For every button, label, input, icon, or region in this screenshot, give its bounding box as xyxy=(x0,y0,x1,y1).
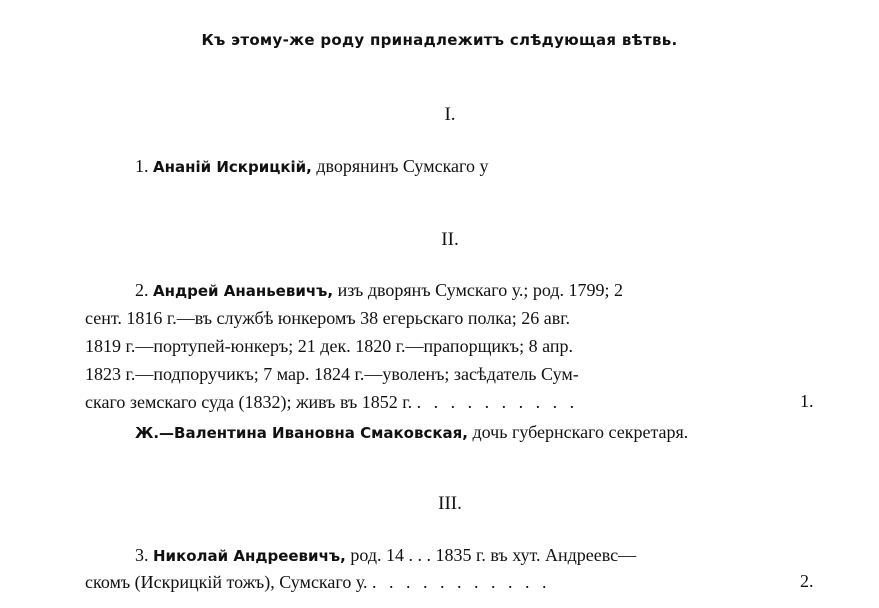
entry-number: 1. xyxy=(135,156,149,176)
entry-text: дворянинъ Сумскаго у xyxy=(316,156,489,176)
section-numeral-2: II. xyxy=(441,229,459,250)
entry-text: изъ дворянъ Сумскаго у.; род. 1799; 2 xyxy=(337,280,624,300)
person-name: Ананій Искрицкій, xyxy=(153,158,312,176)
leader-dots: . . . . . . . . . . xyxy=(416,392,579,412)
entry-2-line-2: сент. 1816 г.—въ службѣ юнкеромъ 38 егерьскаго полка; 26 авг. xyxy=(85,308,571,328)
entry-2-wife xyxy=(135,421,688,444)
entry-text: дочь губернскаго секретаря. xyxy=(472,422,689,442)
entry-2-line-4: 1823 г.—подпоручикъ; 7 мар. 1824 г.—уволенъ; засѣдатель Сум- xyxy=(85,364,579,384)
wife-name: Ж.—Валентина Ивановна Смаковская, xyxy=(135,424,468,442)
entry-number: 3. xyxy=(135,545,149,565)
generation-ref-2: 2. xyxy=(800,571,814,591)
entry-2-line-1 xyxy=(135,279,623,302)
entry-text: скаго земскаго суда (1832); живъ въ 1852 г. xyxy=(85,392,413,412)
person-name: Николай Андреевичъ, xyxy=(153,547,346,565)
entry-text: скомъ (Искрицкій тожъ), Сумскаго у. xyxy=(85,572,368,592)
person-name: Андрей Ананьевичъ, xyxy=(153,282,334,300)
entry-3-line-1 xyxy=(135,544,636,567)
page-heading: Къ этому-же роду принадлежитъ слѣдующая вѣтвь. xyxy=(201,31,678,49)
generation-ref-1: 1. xyxy=(800,391,814,411)
leader-dots: . . . . . . . . . . . xyxy=(372,572,551,592)
entry-text: род. 14 . . . 1835 г. въ хут. Андреевс— xyxy=(350,545,637,565)
entry-1-line-1 xyxy=(135,155,488,178)
section-numeral-3: III. xyxy=(438,493,462,514)
entry-2-line-5 xyxy=(85,391,578,413)
entry-3-line-2 xyxy=(85,571,551,593)
section-numeral-1: I. xyxy=(444,104,456,125)
entry-number: 2. xyxy=(135,280,149,300)
entry-2-line-3: 1819 г.—портупей-юнкеръ; 21 дек. 1820 г.—прапорщикъ; 8 апр. xyxy=(85,336,573,356)
